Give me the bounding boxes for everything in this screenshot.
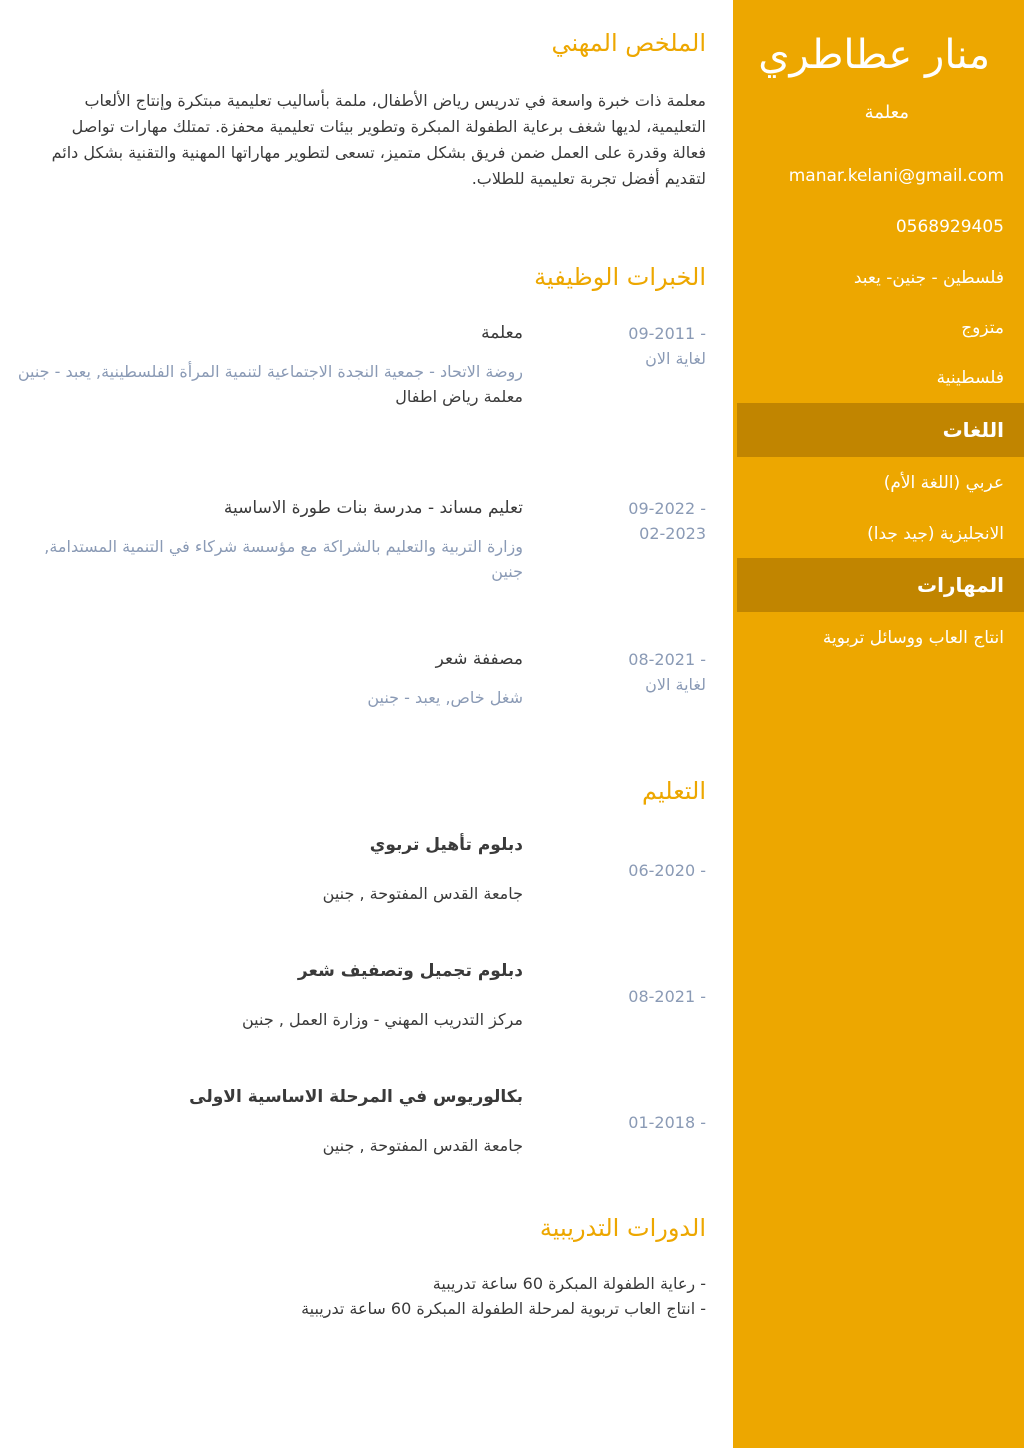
degree-title: دبلوم تجميل وتصفيف شعر xyxy=(297,961,523,981)
marital-status: متزوج xyxy=(961,318,1004,338)
date-start: 09-2022 - xyxy=(628,499,706,518)
degree-title: دبلوم تأهيل تربوي xyxy=(369,835,523,855)
institution: مركز التدريب المهني - وزارة العمل , جنين xyxy=(242,1010,523,1029)
experience-heading: الخبرات الوظيفية xyxy=(534,263,706,291)
degree-title: بكالوريوس في المرحلة الاساسية الاولى xyxy=(189,1087,523,1107)
skills-heading: المهارات xyxy=(917,573,1004,597)
summary-text: معلمة ذات خبرة واسعة في تدريس رياض الأطفال، ملمة بأساليب تعليمية مبتكرة وإنتاج الألعاب التعليمية، لديها شغف برعاية الطفولة المبكرة وتطوير بيئات تعليمية محفزة. تمتلك مهارات تواصل فعالة وقدرة على العمل ضمن فريق بشكل متميز، تسعى لتطوير مهاراتها المهنية والتقنية بشكل دائم لتقديم أفضل تجربة تعليمية للطلاب. xyxy=(51,91,706,188)
education-item xyxy=(13,1084,523,1159)
course-item: - انتاج العاب تربوية لمرحلة الطفولة المبكرة 60 ساعة تدريبية xyxy=(301,1299,706,1318)
experience-item xyxy=(13,495,523,584)
skill-item: انتاج العاب ووسائل تربوية xyxy=(822,628,1004,648)
education-date xyxy=(556,984,706,1009)
date-start: 09-2011 - xyxy=(628,324,706,343)
experience-date xyxy=(556,496,706,546)
candidate-title: معلمة xyxy=(864,102,909,123)
job-description: معلمة رياض اطفال xyxy=(395,387,523,406)
courses-list xyxy=(38,1271,706,1321)
date-end: لغاية الان xyxy=(645,349,706,368)
summary-heading: الملخص المهني xyxy=(551,29,706,57)
date-end: لغاية الان xyxy=(645,675,706,694)
job-organization: شغل خاص, يعبد - جنين xyxy=(367,688,523,707)
education-item xyxy=(13,958,523,1033)
experience-date xyxy=(556,321,706,371)
phone[interactable]: 0568929405 xyxy=(895,217,1004,237)
institution: جامعة القدس المفتوحة , جنين xyxy=(322,884,523,903)
sidebar xyxy=(733,0,1024,1448)
course-item: - رعاية الطفولة المبكرة 60 ساعة تدريبية xyxy=(432,1274,706,1293)
date-start: 01-2018 - xyxy=(628,1113,706,1132)
education-heading: التعليم xyxy=(642,777,706,805)
email[interactable]: manar.kelani@gmail.com xyxy=(788,166,1004,186)
address: فلسطين - جنين- يعبد xyxy=(853,268,1004,288)
job-organization: وزارة التربية والتعليم بالشراكة مع مؤسسة شركاء في التنمية المستدامة, جنين xyxy=(44,537,523,581)
education-item xyxy=(13,832,523,907)
job-title: تعليم مساند - مدرسة بنات طورة الاساسية xyxy=(223,498,523,518)
education-date xyxy=(556,858,706,883)
experience-date xyxy=(556,647,706,697)
nationality: فلسطينية xyxy=(936,368,1004,388)
languages-heading: اللغات xyxy=(942,418,1004,442)
courses-heading: الدورات التدريبية xyxy=(539,1214,706,1242)
education-date xyxy=(556,1110,706,1135)
date-end: 02-2023 xyxy=(639,524,706,543)
institution: جامعة القدس المفتوحة , جنين xyxy=(322,1136,523,1155)
experience-item xyxy=(13,646,523,710)
candidate-name: منار عطاطري xyxy=(758,32,990,78)
language-item: عربي (اللغة الأم) xyxy=(883,473,1004,493)
date-start: 08-2021 - xyxy=(628,650,706,669)
languages-header xyxy=(737,403,1024,457)
language-item: الانجليزية (جيد جدا) xyxy=(867,524,1004,544)
date-start: 08-2021 - xyxy=(628,987,706,1006)
job-title: معلمة xyxy=(481,323,523,343)
date-start: 06-2020 - xyxy=(628,861,706,880)
skills-header xyxy=(737,558,1024,612)
job-title: مصففة شعر xyxy=(435,649,523,669)
job-organization: روضة الاتحاد - جمعية النجدة الاجتماعية لتنمية المرأة الفلسطينية, يعبد - جنين xyxy=(17,362,523,381)
experience-item xyxy=(13,320,523,409)
